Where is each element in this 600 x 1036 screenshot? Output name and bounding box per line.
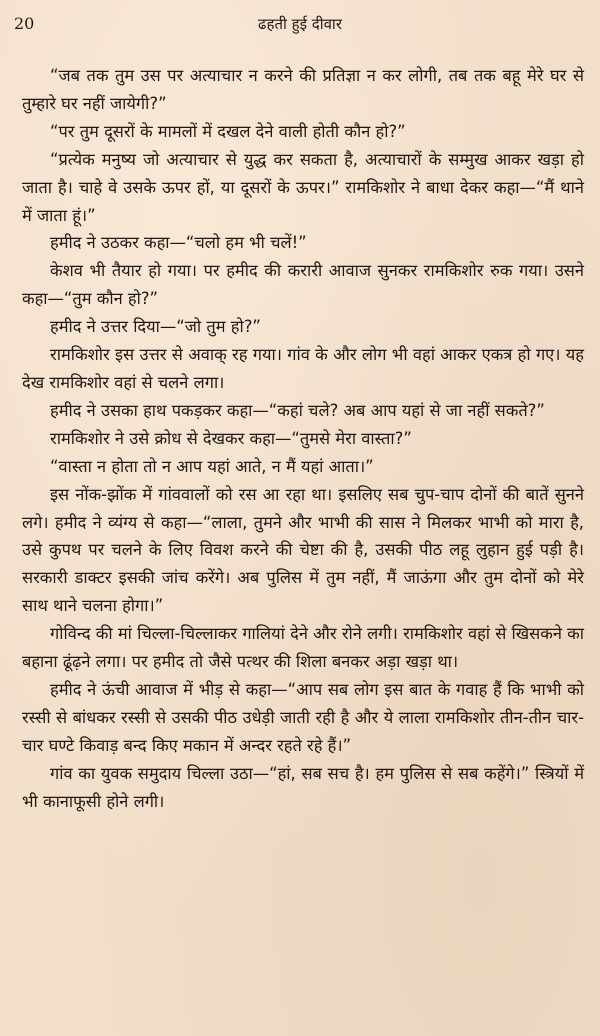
body-text [22,62,584,815]
paragraph-7: रामकिशोर इस उत्तर से अवाक् रह गया। गांव के और लोग भी वहां आकर एकत्र हो गए। यह देख रामकिशोर वहां से चलने लगा। [22,345,584,392]
paragraph-1: “जब तक तुम उस पर अत्याचार न करने की प्रतिज्ञा न कर लोगी, तब तक बहू मेरे घर से तुम्हारे घर नहीं जायेगी?” [22,66,584,113]
paragraph-14: गांव का युवक समुदाय चिल्ला उठा—“हां, सब सच है। हम पुलिस से सब कहेंगे।” स्त्रियों में भी कानाफूसी होने लगी। [22,763,584,811]
page-number: 20 [14,14,35,33]
running-title: ढहती हुई दीवार [258,15,342,33]
paragraph-3: “प्रत्येक मनुष्य जो अत्याचार से युद्ध कर सकता है, अत्याचारों के सम्मुख आकर खड़ा हो जाता है। चाहे वे उसके ऊपर हों, या दूसरों के ऊपर।” रामकिशोर ने बाधा देकर कहा—“मैं थाने में जाता हूं।” [22,149,584,225]
paragraph-8: हमीद ने उसका हाथ पकड़कर कहा—“कहां चले? अब आप यहां से जा नहीं सकते?” [50,400,545,420]
paragraph-6: हमीद ने उत्तर दिया—“जो तुम हो?” [50,317,261,337]
paragraph-12: गोविन्द की मां चिल्ला-चिल्लाकर गालियां देने और रोने लगी। रामकिशोर वहां से खिसकने का बहाना ढूंढ़ने लगा। पर हमीद तो जैसे पत्थर की शिला बनकर अड़ा खड़ा था। [22,624,584,672]
paragraph-11: इस नोंक-झोंक में गांववालों को रस आ रहा था। इसलिए सब चुप-चाप दोनों की बातें सुनने लगे। हमीद ने व्यंग्य से कहा—“लाला, तुमने और भाभी की सास ने मिलकर भाभी को मारा है, उसे कुपथ पर चलने के लिए विवश करने की चेष्टा की है, उसकी पीठ लहू लुहान हुई पड़ी है। सरकारी डाक्टर इसकी जांच करेंगे। अब पुलिस में तुम नहीं, मैं जाऊंगा और तुम दोनों को मेरे साथ थाने चलना होगा।” [22,484,584,616]
paragraph-5: केशव भी तैयार हो गया। पर हमीद की करारी आवाज सुनकर रामकिशोर रुक गया। उसने कहा—“तुम कौन हो?” [22,261,584,309]
paragraph-9: रामकिशोर ने उसे क्रोध से देखकर कहा—“तुमसे मेरा वास्ता?” [50,428,412,448]
page-header [14,14,586,40]
paragraph-13: हमीद ने ऊंची आवाज में भीड़ से कहा—“आप सब लोग इस बात के गवाह हैं कि भाभी को रस्सी से बांधकर रस्सी से उसकी पीठ उधेड़ी जाती रही है और ये लाला रामकिशोर तीन-तीन चार-चार घण्टे किवाड़ बन्द किए मकान में अन्दर रहते रहे हैं।” [22,679,584,755]
paragraph-10: “वास्ता न होता तो न आप यहां आते, न मैं यहां आता।” [50,456,374,476]
paragraph-4: हमीद ने उठकर कहा—“चलो हम भी चलें!” [50,233,307,253]
paragraph-2: “पर तुम दूसरों के मामलों में दखल देने वाली होती कौन हो?” [50,121,406,141]
